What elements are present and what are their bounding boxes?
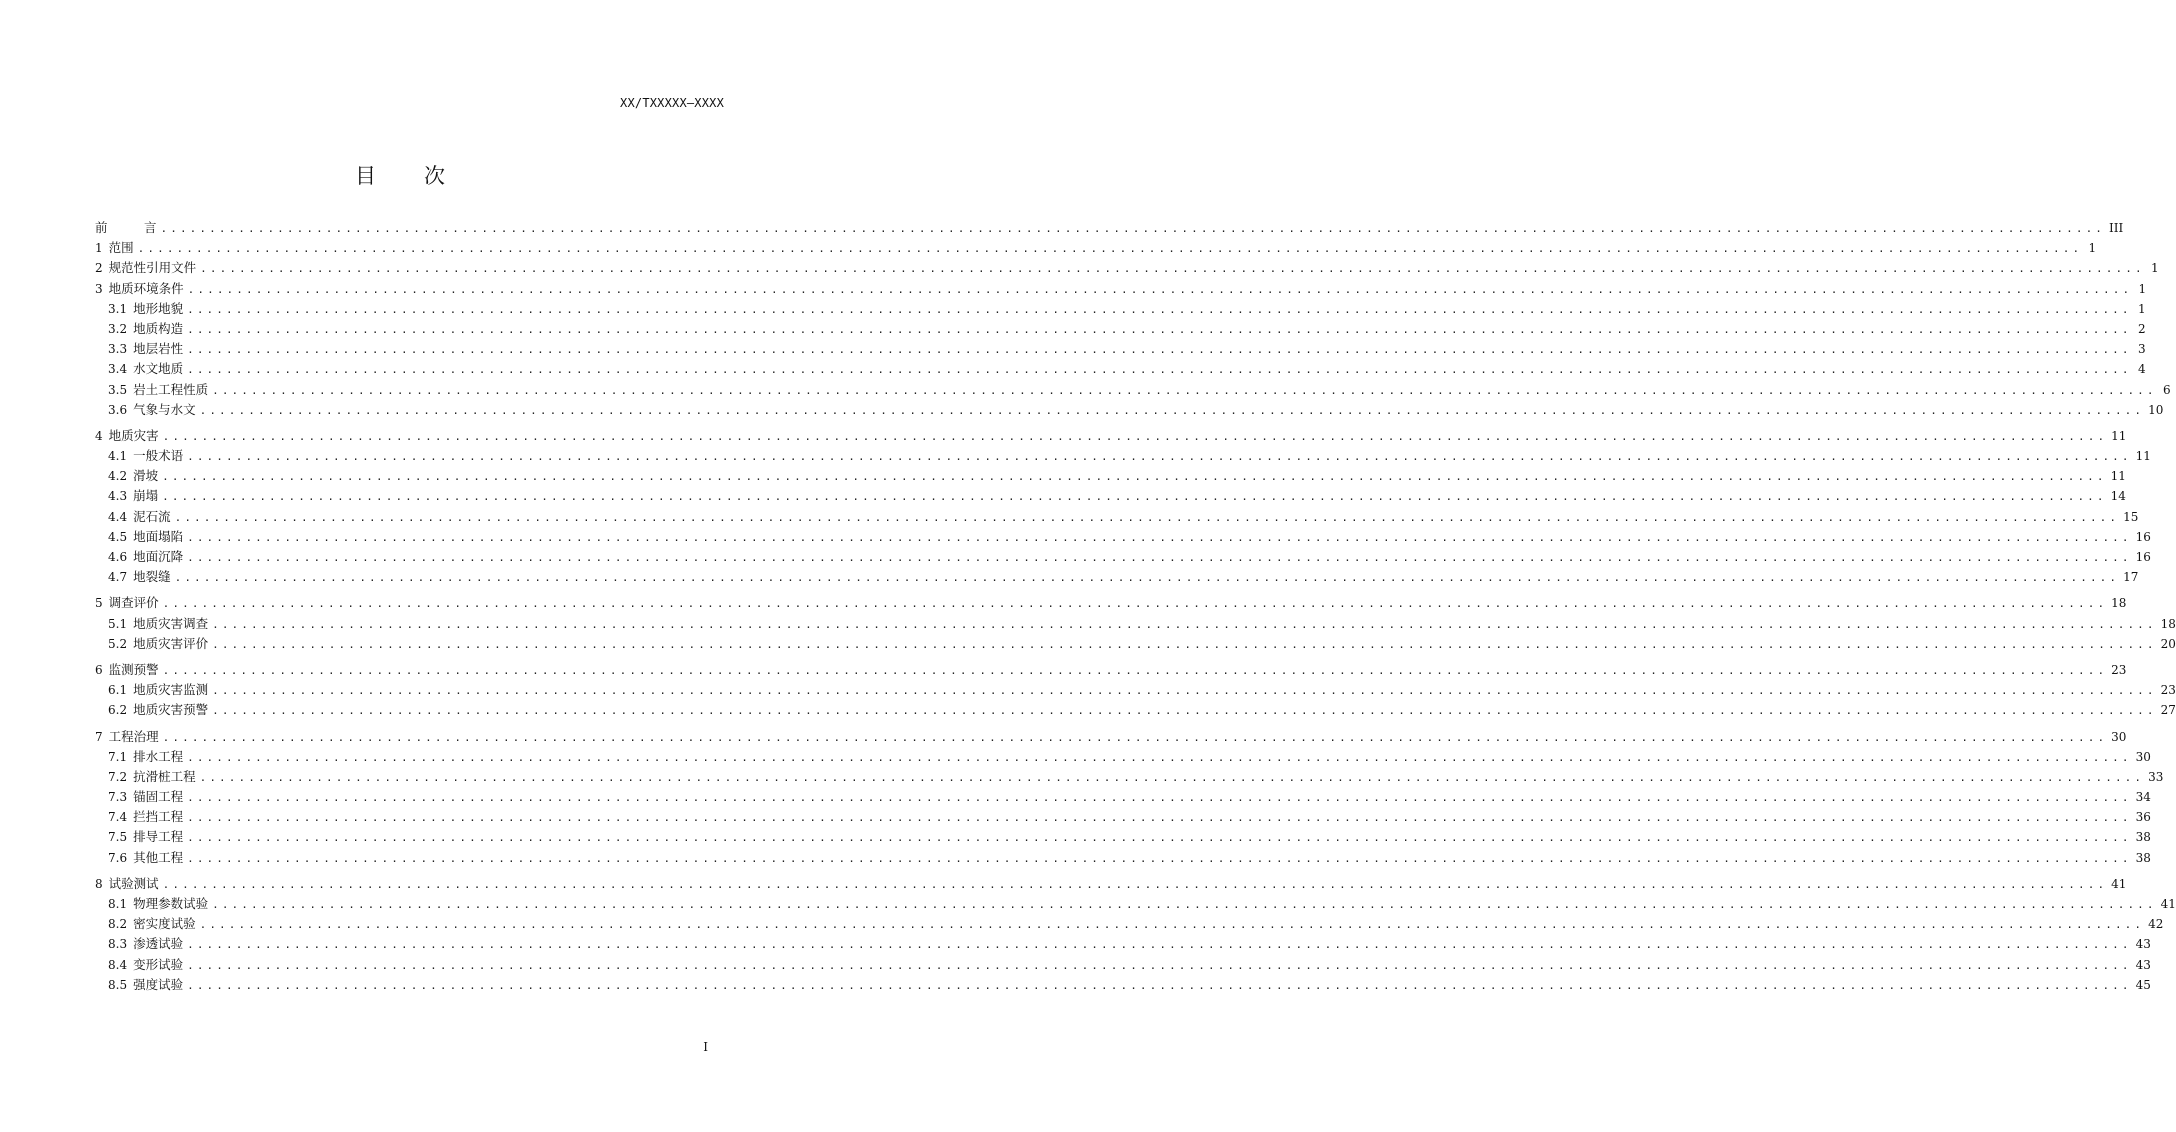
- toc-entry-number: 4.2: [108, 469, 128, 484]
- dot-leader: ........................................................................................................................................................................................................: [174, 571, 2120, 585]
- toc-entry-number: 3.5: [108, 382, 128, 397]
- dot-leader: ........................................................................................................................................................................................................: [187, 958, 2132, 972]
- page-title: [0, 160, 800, 190]
- toc-entry[interactable]: [95, 727, 2127, 747]
- toc-entry[interactable]: [95, 914, 2164, 934]
- dot-leader: ........................................................................................................................................................................................................: [187, 791, 2132, 805]
- toc-entry-page: 2: [2137, 321, 2146, 336]
- toc-entry-page: 16: [2135, 529, 2151, 544]
- toc-entry-page: 15: [2123, 509, 2139, 524]
- toc-entry[interactable]: [95, 466, 2126, 486]
- dot-leader: ........................................................................................................................................................................................................: [162, 429, 2108, 443]
- toc-entry-number: 8.3: [108, 937, 128, 952]
- toc-entry-label: 物理参数试验: [133, 896, 209, 911]
- title-char-1: 目: [355, 164, 376, 188]
- toc-entry-number: 3: [95, 281, 103, 296]
- toc-entry[interactable]: [95, 680, 2176, 700]
- toc-entry-page: 18: [2160, 616, 2176, 631]
- toc-entry-label: 试验测试: [108, 875, 159, 891]
- toc-entry-label: 岩土工程性质: [133, 381, 209, 397]
- toc-entry-label: 锚固工程: [133, 789, 184, 805]
- toc-entry-page: 30: [2135, 749, 2151, 764]
- toc-entry-page: 33: [2148, 769, 2164, 784]
- toc-entry-label: 地质构造: [133, 320, 184, 336]
- toc-entry-label: 变形试验: [133, 956, 184, 972]
- toc-entry-number: 3.3: [108, 342, 128, 357]
- toc-entry[interactable]: [95, 486, 2126, 506]
- toc-entry-number: 3.1: [108, 301, 128, 316]
- dot-leader: ........................................................................................................................................................................................................: [187, 302, 2132, 316]
- toc-entry[interactable]: [95, 827, 2151, 847]
- dot-leader: ........................................................................................................................................................................................................: [187, 811, 2132, 825]
- toc-entry-label: 拦挡工程: [133, 809, 184, 825]
- toc-entry[interactable]: [95, 400, 2164, 420]
- toc-entry-number: 1: [95, 241, 103, 256]
- toc-entry-label: 强度试验: [133, 976, 184, 992]
- toc-entry-label: 崩塌: [133, 488, 159, 504]
- toc-entry[interactable]: [95, 547, 2151, 567]
- toc-entry[interactable]: [95, 593, 2127, 613]
- toc-entry[interactable]: [95, 614, 2176, 634]
- dot-leader: ........................................................................................................................................................................................................: [187, 551, 2132, 564]
- dot-leader: ........................................................................................................................................................................................................: [212, 898, 2157, 911]
- toc-entry[interactable]: [95, 446, 2151, 466]
- toc-entry[interactable]: [95, 634, 2176, 654]
- toc-entry[interactable]: [95, 238, 2097, 258]
- toc-entry-number: 6: [95, 662, 103, 677]
- toc-entry-label: 范围: [108, 240, 134, 256]
- toc-entry[interactable]: [95, 700, 2176, 720]
- dot-leader: ........................................................................................................................................................................................................: [187, 282, 2133, 296]
- toc-entry[interactable]: [95, 874, 2127, 894]
- toc-entry-label: 密实度试验: [133, 916, 196, 932]
- toc-entry-number: 8.2: [108, 917, 128, 932]
- dot-leader: ........................................................................................................................................................................................................: [187, 343, 2132, 357]
- toc-entry-number: 7.6: [108, 850, 128, 865]
- dot-leader: ........................................................................................................................................................................................................: [187, 938, 2132, 952]
- toc-entry-label: 地质灾害调查: [133, 615, 209, 631]
- dot-leader: ........................................................................................................................................................................................................: [162, 663, 2108, 677]
- toc-entry-page: 11: [2135, 449, 2151, 464]
- toc-entry[interactable]: [95, 767, 2164, 787]
- toc-entry-page: 41: [2160, 897, 2176, 911]
- toc-entry-page: 41: [2111, 876, 2127, 891]
- toc-entry-number: 4.6: [108, 550, 128, 564]
- dot-leader: ........................................................................................................................................................................................................: [160, 222, 2106, 235]
- dot-leader: ........................................................................................................................................................................................................: [200, 262, 2145, 276]
- toc-entry-number: 8: [95, 876, 103, 891]
- toc-entry-label: 排水工程: [133, 748, 184, 764]
- toc-entry-number: 5.1: [108, 616, 128, 631]
- dot-leader: ........................................................................................................................................................................................................: [212, 704, 2157, 718]
- toc-entry-label: 地层岩性: [133, 341, 184, 357]
- toc-entry-page: 45: [2135, 977, 2151, 992]
- document-code: XX/TXXXXX—XXXX: [620, 96, 724, 110]
- toc-entry[interactable]: [95, 955, 2151, 975]
- toc-entry-number: 3.2: [108, 321, 128, 336]
- toc-entry[interactable]: [95, 747, 2151, 767]
- toc-entry-label: 排导工程: [133, 829, 184, 845]
- toc-entry-label: 调查评价: [108, 595, 159, 611]
- toc-entry-page: 14: [2110, 489, 2126, 504]
- toc-entry-label: 渗透试验: [133, 936, 184, 952]
- toc-entry-number: 5: [95, 596, 103, 611]
- toc-entry-page: 23: [2111, 662, 2127, 677]
- toc-entry-number: 7.4: [108, 810, 128, 825]
- dot-leader: ........................................................................................................................................................................................................: [187, 750, 2132, 764]
- toc-entry-label: 地面塌陷: [133, 528, 184, 544]
- toc-entry[interactable]: [95, 380, 2171, 400]
- toc-entry-label: 一般术语: [133, 448, 184, 464]
- toc-entry-number: 7.5: [108, 830, 128, 845]
- toc-entry[interactable]: [95, 975, 2151, 995]
- toc-entry-page: 36: [2135, 810, 2151, 825]
- toc-entry-page: 11: [2111, 428, 2127, 443]
- toc-entry-page: 42: [2148, 917, 2164, 932]
- page-number: I: [703, 1040, 708, 1054]
- dot-leader: ........................................................................................................................................................................................................: [187, 851, 2132, 865]
- toc-entry-page: 11: [2110, 469, 2126, 484]
- dot-leader: ........................................................................................................................................................................................................: [162, 490, 2107, 504]
- toc-entry-label: 地质灾害监测: [133, 682, 209, 698]
- toc-entry-number: 7.1: [108, 749, 128, 764]
- toc-entry-page: 3: [2137, 342, 2146, 357]
- toc-entry-number: 8.4: [108, 957, 128, 972]
- toc-entry[interactable]: [95, 567, 2139, 587]
- toc-entry[interactable]: [95, 787, 2151, 807]
- toc-entry-page: 16: [2135, 550, 2151, 564]
- toc-entry-page: 30: [2111, 729, 2127, 744]
- toc-entry-label: 地形地貌: [133, 300, 184, 316]
- toc-entry-label: 地质灾害: [108, 427, 159, 443]
- toc-entry[interactable]: [95, 848, 2151, 868]
- toc-entry-label: 工程治理: [108, 728, 159, 744]
- toc-entry-page: 43: [2135, 937, 2151, 952]
- toc-entry-label: 气象与水文: [133, 401, 196, 417]
- toc-entry-label: 地面沉降: [133, 549, 184, 564]
- toc-entry-number: 4.3: [108, 489, 128, 504]
- toc-entry-page: 23: [2160, 683, 2176, 698]
- toc-entry-page: 20: [2160, 636, 2176, 651]
- toc-entry-number: 3.6: [108, 402, 128, 417]
- toc-entry[interactable]: [95, 426, 2127, 446]
- toc-entry[interactable]: [95, 359, 2146, 379]
- toc-entry-label: 滑坡: [133, 468, 159, 484]
- toc-entry-page: 18: [2111, 596, 2127, 611]
- dot-leader: ........................................................................................................................................................................................................: [187, 831, 2132, 845]
- dot-leader: ........................................................................................................................................................................................................: [212, 637, 2157, 651]
- toc-entry[interactable]: [95, 258, 2159, 278]
- dot-leader: ........................................................................................................................................................................................................: [187, 530, 2132, 544]
- dot-leader: ........................................................................................................................................................................................................: [187, 363, 2132, 377]
- toc-entry[interactable]: [95, 934, 2151, 954]
- toc-entry-page: 1: [2138, 281, 2147, 296]
- toc-entry-page: 1: [2088, 241, 2097, 256]
- toc-entry[interactable]: [95, 527, 2151, 547]
- dot-leader: ........................................................................................................................................................................................................: [187, 978, 2132, 992]
- toc-entry-number: 6.1: [108, 683, 128, 698]
- toc-entry-label: 监测预警: [108, 661, 159, 677]
- toc-entry[interactable]: [95, 218, 2124, 238]
- toc-entry-number: 3.4: [108, 362, 128, 377]
- toc-entry[interactable]: [95, 339, 2146, 359]
- dot-leader: ........................................................................................................................................................................................................: [212, 383, 2157, 397]
- toc-entry-label: 水文地质: [133, 361, 184, 377]
- toc-entry-number: 7.3: [108, 790, 128, 805]
- toc-entry[interactable]: [95, 807, 2151, 827]
- toc-entry-page: 38: [2135, 850, 2151, 865]
- toc-entry-page: 34: [2135, 790, 2151, 805]
- title-char-2: 次: [424, 164, 445, 188]
- dot-leader: ........................................................................................................................................................................................................: [199, 403, 2145, 417]
- toc-entry[interactable]: [95, 894, 2176, 914]
- toc-entry[interactable]: [95, 299, 2146, 319]
- toc-entry-label: 泥石流: [133, 508, 171, 524]
- toc-entry-page: 1: [2151, 261, 2159, 276]
- toc-entry-page: 6: [2162, 382, 2171, 397]
- toc-entry-number: 8.1: [108, 897, 128, 911]
- toc-entry-page: 17: [2123, 570, 2139, 585]
- toc-entry-number: 6.2: [108, 703, 128, 718]
- toc-entry-label: 前 言: [95, 220, 157, 235]
- toc-entry-label: 地质环境条件: [108, 280, 184, 296]
- toc-entry-number: 8.5: [108, 977, 128, 992]
- toc-entry-number: 7: [95, 729, 103, 744]
- table-of-contents: [95, 218, 2176, 995]
- toc-entry[interactable]: [95, 507, 2139, 527]
- toc-entry[interactable]: [95, 279, 2147, 299]
- toc-entry-page: 1: [2137, 301, 2146, 316]
- dot-leader: ........................................................................................................................................................................................................: [162, 470, 2107, 484]
- toc-entry-number: 7.2: [108, 769, 128, 784]
- dot-leader: ........................................................................................................................................................................................................: [187, 322, 2132, 336]
- toc-entry-label: 抗滑桩工程: [133, 768, 196, 784]
- dot-leader: ........................................................................................................................................................................................................: [137, 242, 2083, 256]
- toc-entry-number: 4.4: [108, 509, 128, 524]
- dot-leader: ........................................................................................................................................................................................................: [174, 510, 2120, 524]
- toc-entry-number: 4.7: [108, 570, 128, 585]
- toc-entry-page: III: [2109, 221, 2124, 235]
- dot-leader: ........................................................................................................................................................................................................: [162, 730, 2108, 744]
- toc-entry-page: 10: [2148, 402, 2164, 417]
- toc-entry-page: 43: [2135, 957, 2151, 972]
- toc-entry-number: 4.5: [108, 529, 128, 544]
- toc-entry[interactable]: [95, 319, 2146, 339]
- dot-leader: ........................................................................................................................................................................................................: [199, 918, 2145, 932]
- toc-entry-label: 地质灾害评价: [133, 635, 209, 651]
- toc-entry-label: 规范性引用文件: [108, 260, 197, 276]
- toc-entry-number: 4: [95, 428, 103, 443]
- toc-entry[interactable]: [95, 660, 2127, 680]
- dot-leader: ........................................................................................................................................................................................................: [162, 597, 2108, 611]
- toc-entry-page: 38: [2135, 830, 2151, 845]
- toc-entry-label: 其他工程: [133, 849, 184, 865]
- dot-leader: ........................................................................................................................................................................................................: [212, 684, 2157, 698]
- toc-entry-number: 4.1: [108, 449, 128, 464]
- dot-leader: ........................................................................................................................................................................................................: [199, 770, 2145, 784]
- toc-entry-number: 2: [95, 261, 103, 276]
- dot-leader: ........................................................................................................................................................................................................: [212, 617, 2157, 631]
- toc-entry-number: 5.2: [108, 636, 128, 651]
- toc-entry-label: 地质灾害预警: [133, 702, 209, 718]
- dot-leader: ........................................................................................................................................................................................................: [187, 450, 2132, 464]
- toc-entry-page: 4: [2137, 362, 2146, 377]
- dot-leader: ........................................................................................................................................................................................................: [162, 877, 2108, 891]
- toc-entry-label: 地裂缝: [133, 569, 171, 585]
- toc-entry-page: 27: [2160, 703, 2176, 718]
